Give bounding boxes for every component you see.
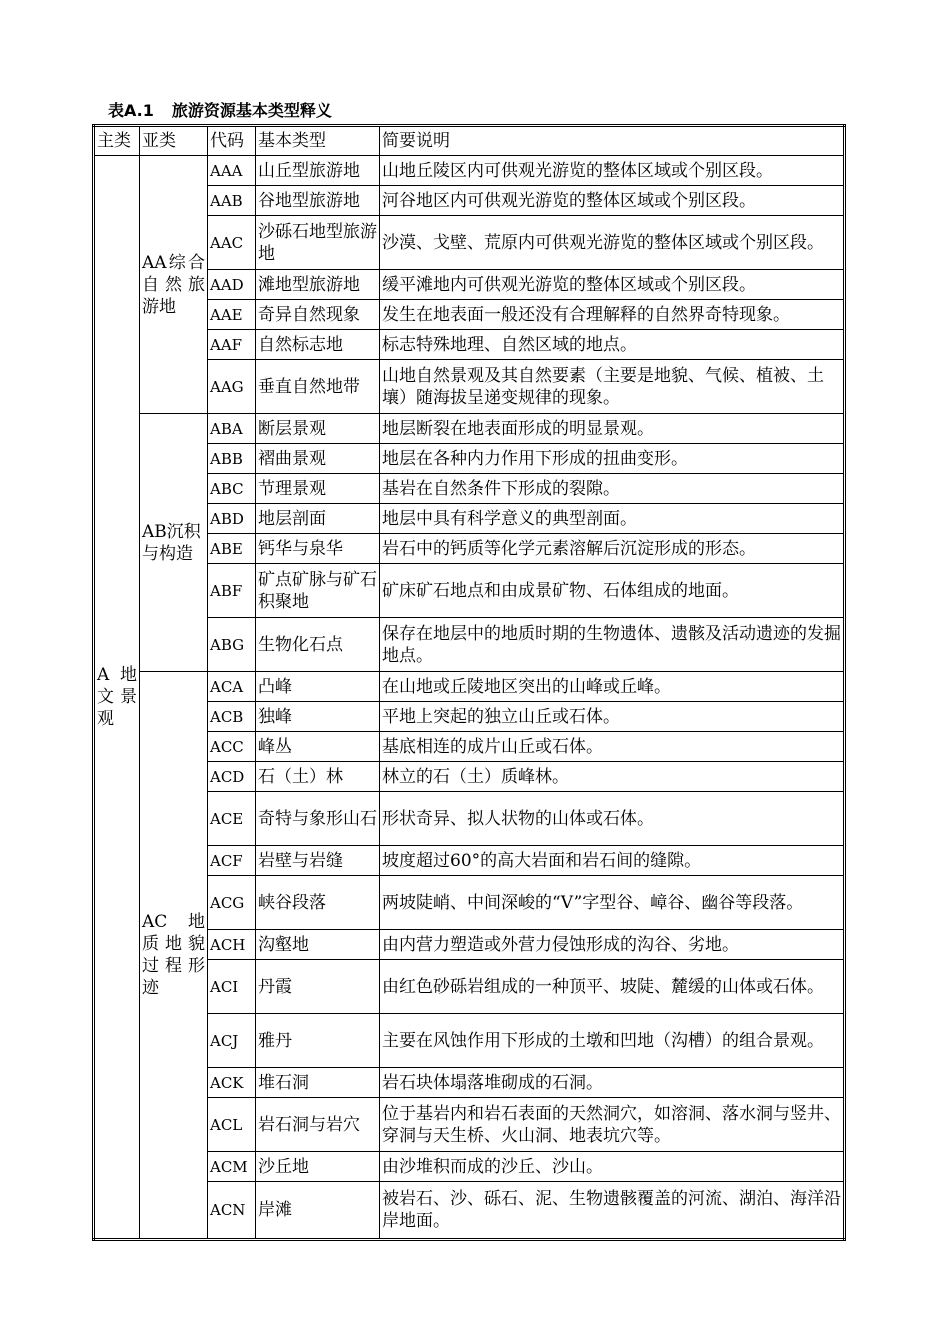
type-cell: 断层景观	[256, 414, 380, 444]
caption-title: 旅游资源基本类型释义	[171, 101, 332, 120]
desc-cell: 沙漠、戈壁、荒原内可供观光游览的整体区域或个别区段。	[380, 216, 845, 270]
code-cell: ACC	[208, 732, 256, 762]
desc-cell: 主要在风蚀作用下形成的土墩和凹地（沟槽）的组合景观。	[380, 1014, 845, 1068]
code-cell: ACN	[208, 1182, 256, 1240]
header-cell: 基本类型	[256, 126, 380, 156]
code-cell: ACA	[208, 672, 256, 702]
table-row	[94, 156, 845, 186]
desc-cell: 由红色砂砾岩组成的一种顶平、坡陡、麓缓的山体或石体。	[380, 960, 845, 1014]
type-cell: 沙砾石地型旅游地	[256, 216, 380, 270]
caption-label: 表A.1	[108, 101, 154, 120]
desc-cell: 地层在各种内力作用下形成的扭曲变形。	[380, 444, 845, 474]
code-cell: AAD	[208, 270, 256, 300]
code-cell: ACB	[208, 702, 256, 732]
desc-cell: 林立的石（土）质峰林。	[380, 762, 845, 792]
code-cell: ACH	[208, 930, 256, 960]
code-cell: ACF	[208, 846, 256, 876]
code-cell: ABE	[208, 534, 256, 564]
desc-cell: 在山地或丘陵地区突出的山峰或丘峰。	[380, 672, 845, 702]
header-cell: 主类	[94, 126, 140, 156]
code-cell: AAE	[208, 300, 256, 330]
subclass-cell: AB沉积与构造	[140, 414, 208, 672]
code-cell: ACM	[208, 1152, 256, 1182]
desc-cell: 由沙堆积而成的沙丘、沙山。	[380, 1152, 845, 1182]
desc-cell: 缓平滩地内可供观光游览的整体区域或个别区段。	[380, 270, 845, 300]
main-class-cell: A 地文景观	[94, 156, 140, 1240]
type-cell: 奇异自然现象	[256, 300, 380, 330]
desc-cell: 形状奇异、拟人状物的山体或石体。	[380, 792, 845, 846]
desc-cell: 保存在地层中的地质时期的生物遗体、遗骸及活动遗迹的发掘地点。	[380, 618, 845, 672]
type-cell: 石（土）林	[256, 762, 380, 792]
desc-cell: 坡度超过60°的高大岩面和岩石间的缝隙。	[380, 846, 845, 876]
type-cell: 滩地型旅游地	[256, 270, 380, 300]
code-cell: ACL	[208, 1098, 256, 1152]
header-cell: 代码	[208, 126, 256, 156]
desc-cell: 位于基岩内和岩石表面的天然洞穴，如溶洞、落水洞与竖井、穿洞与天生桥、火山洞、地表坑穴等。	[380, 1098, 845, 1152]
type-cell: 峡谷段落	[256, 876, 380, 930]
type-cell: 独峰	[256, 702, 380, 732]
type-cell: 岸滩	[256, 1182, 380, 1240]
desc-cell: 山地丘陵区内可供观光游览的整体区域或个别区段。	[380, 156, 845, 186]
desc-cell: 矿床矿石地点和由成景矿物、石体组成的地面。	[380, 564, 845, 618]
desc-cell: 基底相连的成片山丘或石体。	[380, 732, 845, 762]
code-cell: ABG	[208, 618, 256, 672]
desc-cell: 地层中具有科学意义的典型剖面。	[380, 504, 845, 534]
table-row	[94, 414, 845, 444]
code-cell: ACI	[208, 960, 256, 1014]
code-cell: ABF	[208, 564, 256, 618]
desc-cell: 被岩石、沙、砾石、泥、生物遗骸覆盖的河流、湖泊、海洋沿岸地面。	[380, 1182, 845, 1240]
type-cell: 地层剖面	[256, 504, 380, 534]
desc-cell: 由内营力塑造或外营力侵蚀形成的沟谷、劣地。	[380, 930, 845, 960]
type-cell: 沟壑地	[256, 930, 380, 960]
resource-type-table	[92, 124, 846, 1241]
type-cell: 褶曲景观	[256, 444, 380, 474]
code-cell: ACK	[208, 1068, 256, 1098]
desc-cell: 山地自然景观及其自然要素（主要是地貌、气候、植被、土壤）随海拔呈递变规律的现象。	[380, 360, 845, 414]
type-cell: 钙华与泉华	[256, 534, 380, 564]
type-cell: 丹霞	[256, 960, 380, 1014]
code-cell: AAG	[208, 360, 256, 414]
code-cell: ACE	[208, 792, 256, 846]
code-cell: AAA	[208, 156, 256, 186]
type-cell: 生物化石点	[256, 618, 380, 672]
type-cell: 谷地型旅游地	[256, 186, 380, 216]
desc-cell: 地层断裂在地表面形成的明显景观。	[380, 414, 845, 444]
desc-cell: 平地上突起的独立山丘或石体。	[380, 702, 845, 732]
table-caption	[108, 101, 332, 121]
desc-cell: 基岩在自然条件下形成的裂隙。	[380, 474, 845, 504]
type-cell: 垂直自然地带	[256, 360, 380, 414]
desc-cell: 发生在地表面一般还没有合理解释的自然界奇特现象。	[380, 300, 845, 330]
table-header-row	[94, 126, 845, 156]
header-cell: 简要说明	[380, 126, 845, 156]
desc-cell: 标志特殊地理、自然区域的地点。	[380, 330, 845, 360]
type-cell: 岩石洞与岩穴	[256, 1098, 380, 1152]
subclass-cell: AA综合自然旅游地	[140, 156, 208, 414]
type-cell: 岩壁与岩缝	[256, 846, 380, 876]
type-cell: 峰丛	[256, 732, 380, 762]
code-cell: ACJ	[208, 1014, 256, 1068]
type-cell: 山丘型旅游地	[256, 156, 380, 186]
desc-cell: 两坡陡峭、中间深峻的“V”字型谷、嶂谷、幽谷等段落。	[380, 876, 845, 930]
subclass-cell: AC 地质地貌过程形迹	[140, 672, 208, 1240]
code-cell: ABD	[208, 504, 256, 534]
table-row	[94, 672, 845, 702]
desc-cell: 岩石中的钙质等化学元素溶解后沉淀形成的形态。	[380, 534, 845, 564]
code-cell: ABC	[208, 474, 256, 504]
type-cell: 凸峰	[256, 672, 380, 702]
code-cell: ACD	[208, 762, 256, 792]
desc-cell: 河谷地区内可供观光游览的整体区域或个别区段。	[380, 186, 845, 216]
desc-cell: 岩石块体塌落堆砌成的石洞。	[380, 1068, 845, 1098]
code-cell: ACG	[208, 876, 256, 930]
type-cell: 自然标志地	[256, 330, 380, 360]
header-cell: 亚类	[140, 126, 208, 156]
code-cell: AAC	[208, 216, 256, 270]
type-cell: 雅丹	[256, 1014, 380, 1068]
code-cell: AAB	[208, 186, 256, 216]
type-cell: 沙丘地	[256, 1152, 380, 1182]
code-cell: ABA	[208, 414, 256, 444]
type-cell: 奇特与象形山石	[256, 792, 380, 846]
code-cell: ABB	[208, 444, 256, 474]
type-cell: 矿点矿脉与矿石积聚地	[256, 564, 380, 618]
code-cell: AAF	[208, 330, 256, 360]
type-cell: 节理景观	[256, 474, 380, 504]
type-cell: 堆石洞	[256, 1068, 380, 1098]
